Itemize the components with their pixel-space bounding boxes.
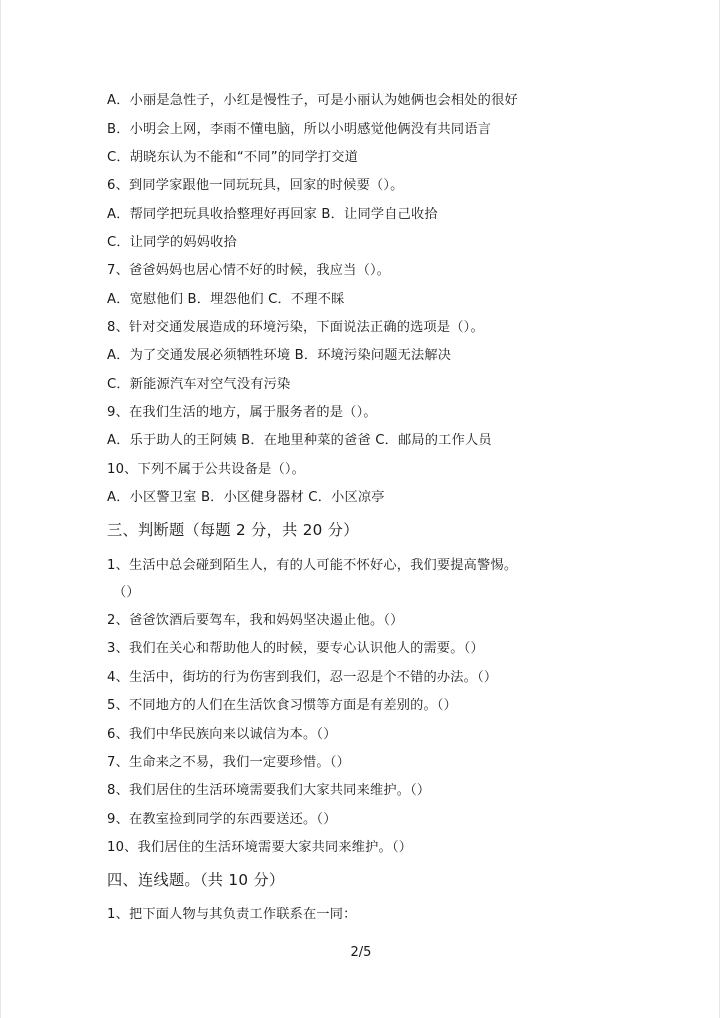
question-line: 10、下列不属于公共设备是（）。 [107,462,306,477]
question-line: 8、针对交通发展造成的环境污染，下面说法正确的选项是（）。 [107,320,484,335]
option-line: C．胡晓东认为不能和“不同”的同学打交道 [107,150,359,165]
question-line: 6、到同学家跟他一同玩玩具，回家的时候要（）。 [107,178,404,193]
section-title-judgement: 三、判断题（每题 2 分，共 20 分） [107,521,359,539]
judgement-item: 2、爸爸饮酒后要驾车，我和妈妈坚决遏止他。（） [107,613,404,628]
judgement-item: 6、我们中华民族向来以诚信为本。（） [107,727,337,742]
option-line: C．让同学的妈妈收拾 [107,235,237,250]
option-line: A．为了交通发展必须牺牲环境 B．环境污染问题无法解决 [107,348,452,363]
option-line: A．乐于助人的王阿姨 B．在地里种菜的爸爸 C．邮局的工作人员 [107,433,492,448]
option-line: A．小区警卫室 B．小区健身器材 C．小区凉亭 [107,490,385,505]
matching-item: 1、把下面人物与其负责工作联系在一同： [107,907,357,922]
question-line: 7、爸爸妈妈也居心情不好的时候，我应当（）。 [107,263,391,278]
section-title-matching: 四、连线题。（共 10 分） [107,871,285,889]
judgement-item: 3、我们在关心和帮助他人的时候，要专心认识他人的需要。（） [107,641,484,656]
judgement-item: 1、生活中总会碰到陌生人，有的人可能不怀好心，我们要提高警惕。 [107,558,518,573]
answer-blank: （） [113,585,140,600]
page-number: 2/5 [350,945,372,960]
option-line: C．新能源汽车对空气没有污染 [107,377,291,392]
judgement-item: 8、我们居住的生活环境需要我们大家共同来维护。（） [107,783,431,798]
judgement-item: 7、生命来之不易，我们一定要珍惜。（） [107,755,350,770]
option-line: A．小丽是急性子，小红是慢性子，可是小丽认为她俩也会相处的很好 [107,93,518,108]
judgement-item: 9、在教室捡到同学的东西要送还。（） [107,812,337,827]
option-line: B．小明会上网，李雨不懂电脑，所以小明感觉他俩没有共同语言 [107,122,492,137]
judgement-item: 5、不同地方的人们在生活饮食习惯等方面是有差别的。（） [107,698,458,713]
option-line: A．帮同学把玩具收拾整理好再回家 B．让同学自己收拾 [107,207,438,222]
judgement-item: 10、我们居住的生活环境需要大家共同来维护。（） [107,840,413,855]
judgement-item: 4、生活中，街坊的行为伤害到我们，忍一忍是个不错的办法。（） [107,670,498,685]
question-line: 9、在我们生活的地方，属于服务者的是（）。 [107,405,377,420]
option-line: A．宽慰他们 B．埋怨他们 C．不理不睬 [107,292,345,307]
